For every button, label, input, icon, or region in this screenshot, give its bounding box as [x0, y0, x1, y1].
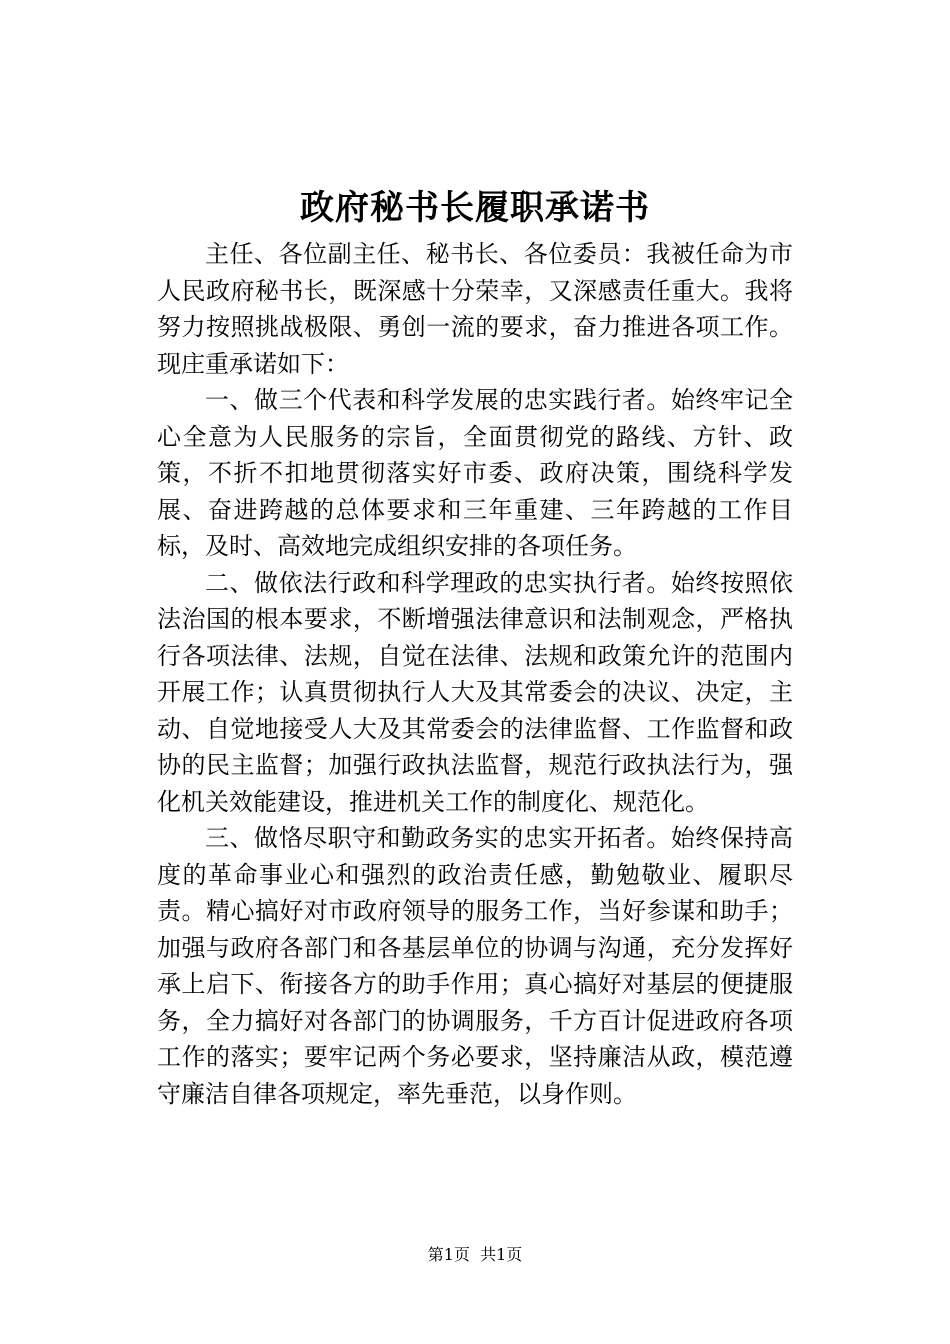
paragraph-salutation: 主任、各位副主任、秘书长、各位委员：我被任命为市人民政府秘书长，既深感十分荣幸，又深感责任重大。我将努力按照挑战极限、勇创一流的要求，奋力推进各项工作。现庄重承诺如下：: [157, 240, 793, 378]
paragraph-commitment-3: 三、做恪尽职守和勤政务实的忠实开拓者。始终保持高度的革命事业心和强烈的政治责任感，勤勉敬业、履职尽责。精心搞好对市政府领导的服务工作，当好参谋和助手；加强与政府各部门和各基层单位的协调与沟通，充分发挥好承上启下、衔接各方的助手作用；真心搞好对基层的便捷服务，全力搞好对各部门的协调服务，千方百计促进政府各项工作的落实；要牢记两个务必要求，坚持廉洁从政，模范遵守廉洁自律各项规定，率先垂范，以身作则。: [157, 824, 793, 1108]
footer-separator: [470, 1245, 480, 1264]
page-number-current: 第1页: [427, 1245, 470, 1264]
page-footer: [0, 1243, 950, 1267]
document-title: 政府秘书长履职承诺书: [300, 188, 650, 228]
page-number-total: 共1页: [480, 1245, 523, 1264]
paragraph-commitment-1: 一、做三个代表和科学发展的忠实践行者。始终牢记全心全意为人民服务的宗旨，全面贯彻党的路线、方针、政策，不折不扣地贯彻落实好市委、政府决策，围绕科学发展、奋进跨越的总体要求和三年重建、三年跨越的工作目标，及时、高效地完成组织安排的各项任务。: [157, 386, 793, 560]
document-body: [157, 236, 793, 1112]
paragraph-commitment-2: 二、做依法行政和科学理政的忠实执行者。始终按照依法治国的根本要求，不断增强法律意识和法制观念，严格执行各项法律、法规，自觉在法律、法规和政策允许的范围内开展工作；认真贯彻执行人大及其常委会的决议、决定，主动、自觉地接受人大及其常委会的法律监督、工作监督和政协的民主监督；加强行政执法监督，规范行政执法行为，强化机关效能建设，推进机关工作的制度化、规范化。: [157, 568, 793, 816]
